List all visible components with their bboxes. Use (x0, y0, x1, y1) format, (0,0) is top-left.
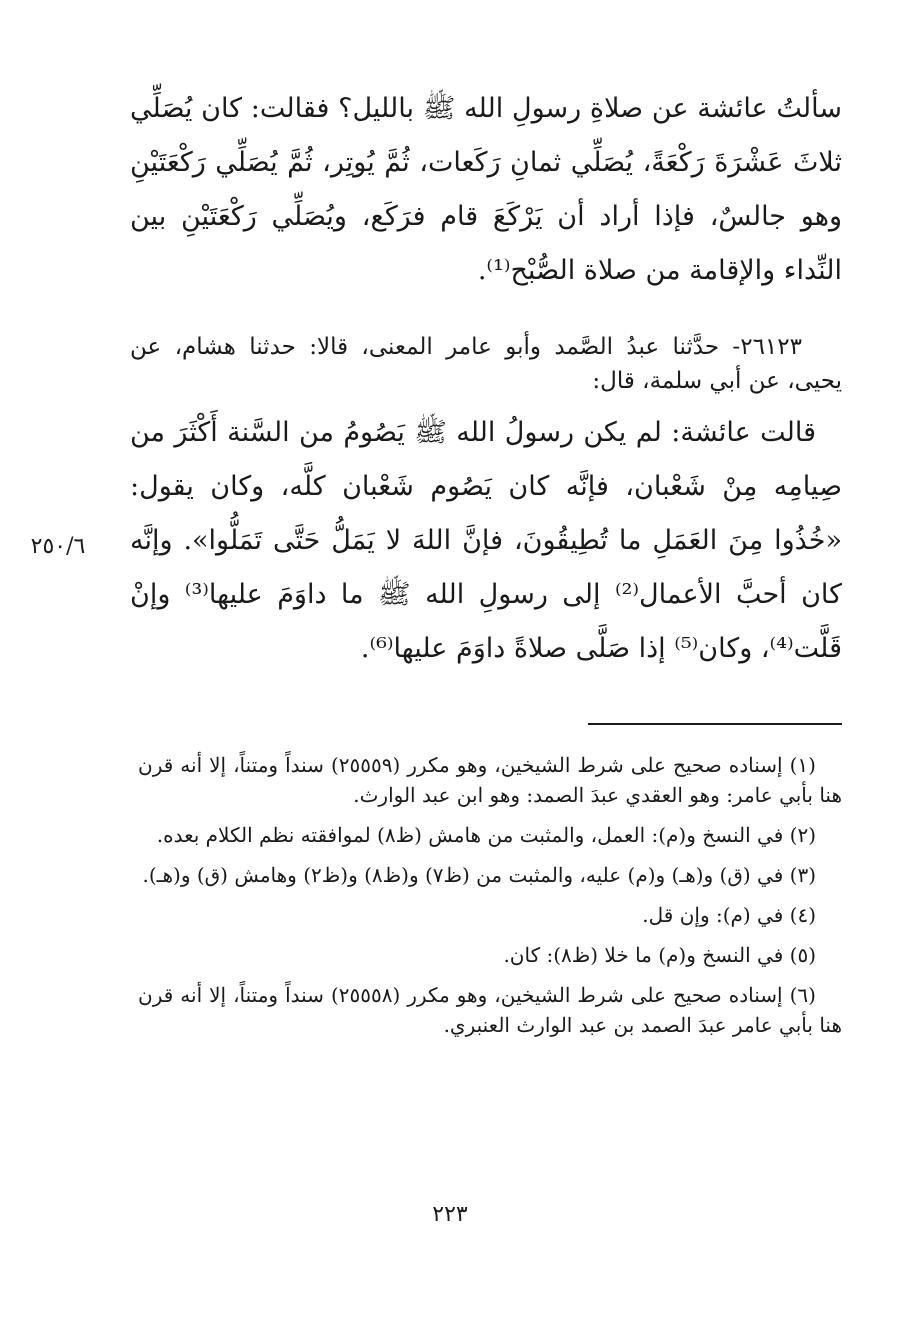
footnotes-list (138, 750, 842, 1050)
footnote: (١) إسناده صحيح على شرط الشيخين، وهو مكرر (٢٥٥٥٩) سنداً ومتناً، إلا أنه قرن هنا بأبي عامر: وهو العقدي عبدَ الصمد: وهو ابن عبد الوارث. (138, 753, 842, 807)
footnote: (٦) إسناده صحيح على شرط الشيخين، وهو مكرر (٢٥٥٥٨) سنداً ومتناً، إلا أنه قرن هنا بأبي عامر عبدَ الصمد بن عبد الوارث العنبري. (138, 983, 842, 1037)
volume-page-reference: ٢٥٠/٦ (30, 534, 86, 559)
hadith-text-paragraph: سألتُ عائشة عن صلاةِ رسولِ الله ﷺ بالليل؟ فقالت: كان يُصَلِّي ثلاثَ عَشْرَةَ رَكْعَةً، يُصَلِّي ثمانِ رَكَعات، ثُمَّ يُوتِر، ثُمَّ يُصَلِّي رَكْعَتَيْنِ وهو جالسٌ، فإذا أراد أن يَرْكَعَ قام فرَكَع، ويُصَلِّي رَكْعَتَيْنِ بين النِّداء والإقامة من صلاة الصُّبْح⁽¹⁾. (130, 93, 842, 286)
hadith-text-paragraph: قالت عائشة: لم يكن رسولُ الله ﷺ يَصُومُ من السَّنة أَكْثَرَ من صِيامِه مِنْ شَعْبان، فإنَّه كان يَصُوم شَعْبان كلَّه، وكان يقول: «خُذُوا مِنَ العَمَلِ ما تُطِيقُونَ، فإنَّ اللهَ لا يَمَلُّ حَتَّى تَمَلُّوا». وإنَّه كان أحبَّ الأعمال⁽²⁾ إلى رسولِ الله ﷺ ما داوَمَ عليها⁽³⁾ وإنْ قَلَّت⁽⁴⁾، وكان⁽⁵⁾ إذا صَلَّى صلاةً داوَمَ عليها⁽⁶⁾. (130, 417, 842, 664)
footnote-divider (588, 723, 842, 725)
hadith-chain-paragraph: ٢٦١٢٣- حدَّثنا عبدُ الصَّمد وأبو عامر المعنى، قالا: حدثنا هشام، عن يحيى، عن أبي سلمة، قال: (130, 334, 842, 394)
footnote: (٢) في النسخ و(م): العمل، والمثبت من هامش (ظ٨) لموافقته نظم الكلام بعده. (156, 823, 816, 847)
footnote: (٣) في (ق) و(هـ) و(م) عليه، والمثبت من (ظ٧) و(ظ٨) و(ظ٢) وهامش (ق) و(هـ). (142, 863, 816, 887)
footnote: (٥) في النسخ و(م) ما خلا (ظ٨): كان. (503, 943, 816, 967)
footnote: (٤) في (م): وإن قل. (642, 903, 816, 927)
page-number: ٢٢٣ (432, 1202, 468, 1227)
